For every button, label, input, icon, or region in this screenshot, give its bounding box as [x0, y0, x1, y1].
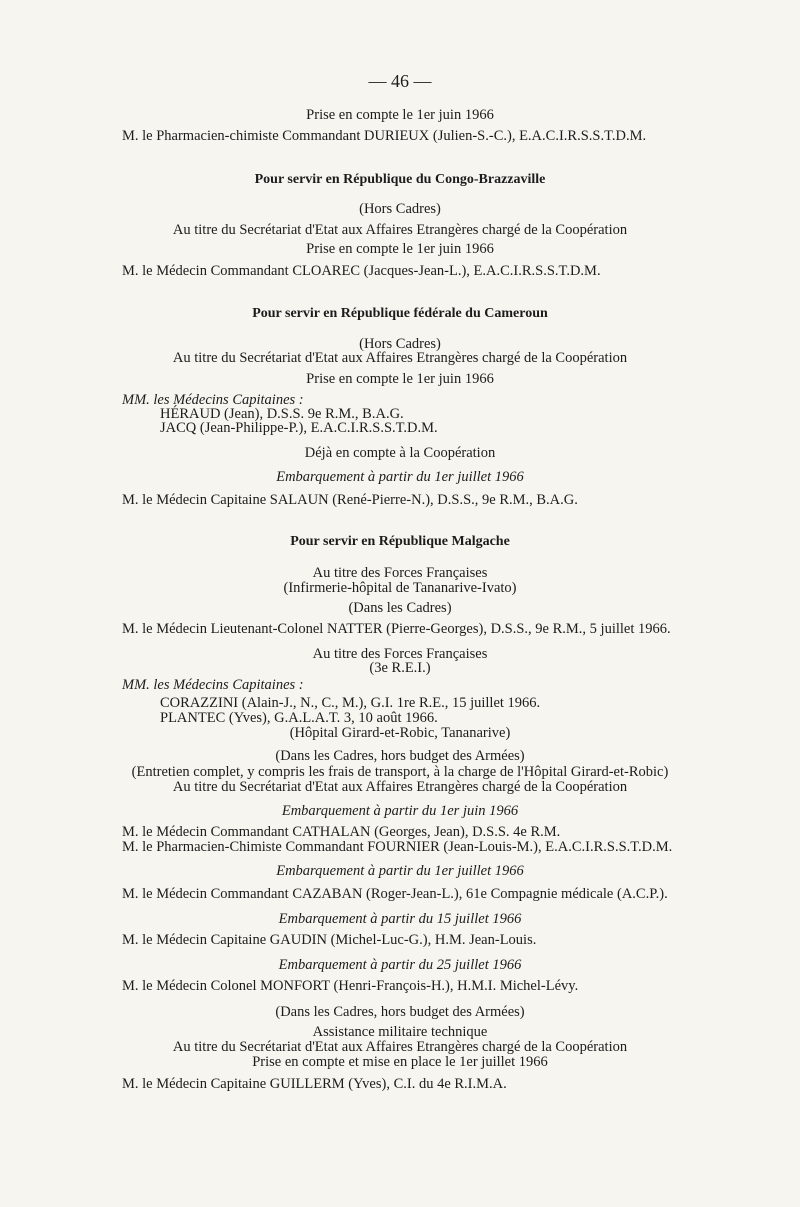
text-line: (3e R.E.I.)	[369, 660, 431, 676]
text-line: (Hors Cadres)	[359, 336, 441, 352]
text-line: M. le Médecin Commandant CAZABAN (Roger-Jean-L.), 61e Compagnie médicale (A.C.P.).	[122, 886, 668, 902]
text-line: (Dans les Cadres)	[348, 600, 452, 616]
text-line: Prise en compte le 1er juin 1966	[306, 241, 494, 257]
text-line: M. le Médecin Capitaine GAUDIN (Michel-Luc-G.), H.M. Jean-Louis.	[122, 932, 537, 948]
text-line: Assistance militaire technique	[312, 1024, 488, 1040]
text-line: M. le Médecin Commandant CLOAREC (Jacques-Jean-L.), E.A.C.I.R.S.S.T.D.M.	[122, 263, 601, 279]
text-line: Au titre du Secrétariat d'Etat aux Affaires Etrangères chargé de la Coopération	[172, 779, 628, 795]
section-heading: Pour servir en République Malgache	[290, 534, 510, 549]
text-line: Prise en compte le 1er juin 1966	[306, 371, 494, 387]
text-line: M. le Médecin Capitaine SALAUN (René-Pierre-N.), D.S.S., 9e R.M., B.A.G.	[122, 492, 578, 508]
text-line: (Infirmerie-hôpital de Tananarive-Ivato)	[283, 580, 517, 596]
text-line: Embarquement à partir du 1er juillet 1966	[276, 469, 524, 485]
text-line: Embarquement à partir du 25 juillet 1966	[278, 957, 522, 973]
text-line: (Hors Cadres)	[359, 201, 441, 217]
text-line: M. le Médecin Lieutenant-Colonel NATTER (Pierre-Georges), D.S.S., 9e R.M., 5 juillet 1966.	[122, 621, 671, 637]
section-heading: Pour servir en République du Congo-Brazzaville	[254, 172, 546, 187]
text-line: Prise en compte le 1er juin 1966	[306, 107, 494, 123]
text-line: Au titre du Secrétariat d'Etat aux Affaires Etrangères chargé de la Coopération	[172, 350, 628, 366]
text-line: (Dans les Cadres, hors budget des Armées)	[275, 748, 525, 764]
text-line: M. le Pharmacien-chimiste Commandant DURIEUX (Julien-S.-C.), E.A.C.I.R.S.S.T.D.M.	[122, 128, 647, 144]
text-line: Au titre du Secrétariat d'Etat aux Affaires Etrangères chargé de la Coopération	[172, 1039, 628, 1055]
page-number: — 46 —	[368, 71, 432, 91]
text-line: (Hôpital Girard-et-Robic, Tananarive)	[289, 725, 511, 741]
text-line: M. le Médecin Commandant CATHALAN (Georges, Jean), D.S.S. 4e R.M.	[122, 824, 561, 840]
section-heading: Pour servir en République fédérale du Cameroun	[252, 306, 548, 321]
text-line: Au titre du Secrétariat d'Etat aux Affaires Etrangères chargé de la Coopération	[172, 222, 628, 238]
text-line: PLANTEC (Yves), G.A.L.A.T. 3, 10 août 1966.	[160, 710, 438, 726]
text-line: M. le Médecin Colonel MONFORT (Henri-François-H.), H.M.I. Michel-Lévy.	[122, 978, 579, 994]
text-line: M. le Médecin Capitaine GUILLERM (Yves), C.I. du 4e R.I.M.A.	[122, 1076, 507, 1092]
text-line: Embarquement à partir du 1er juillet 1966	[276, 863, 524, 879]
text-line: Embarquement à partir du 1er juin 1966	[281, 803, 519, 819]
text-line: Au titre des Forces Françaises	[312, 565, 488, 581]
text-line: MM. les Médecins Capitaines :	[122, 677, 304, 693]
text-line: (Entretien complet, y compris les frais de transport, à la charge de l'Hôpital Girard-et-Robic)	[131, 764, 669, 780]
text-line: HÉRAUD (Jean), D.S.S. 9e R.M., B.A.G.	[160, 406, 404, 422]
text-line: CORAZZINI (Alain-J., N., C., M.), G.I. 1re R.E., 15 juillet 1966.	[160, 695, 541, 711]
text-line: Prise en compte et mise en place le 1er juillet 1966	[252, 1054, 548, 1070]
text-line: Au titre des Forces Françaises	[312, 646, 488, 662]
text-line: MM. les Médecins Capitaines :	[122, 392, 304, 408]
text-line: Embarquement à partir du 15 juillet 1966	[278, 911, 522, 927]
text-line: Déjà en compte à la Coopération	[304, 445, 496, 461]
text-line: (Dans les Cadres, hors budget des Armées)	[275, 1004, 525, 1020]
text-line: M. le Pharmacien-Chimiste Commandant FOURNIER (Jean-Louis-M.), E.A.C.I.R.S.S.T.D.M.	[122, 839, 673, 855]
text-line: JACQ (Jean-Philippe-P.), E.A.C.I.R.S.S.T.D.M.	[160, 420, 438, 436]
